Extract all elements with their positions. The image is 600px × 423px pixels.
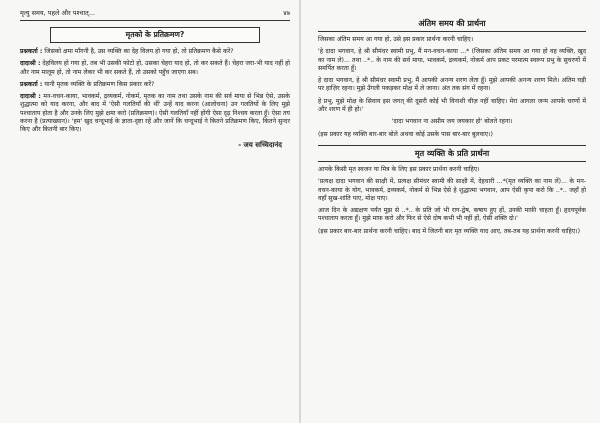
right-page <box>300 0 600 423</box>
speaker-label: प्रश्नकर्ता : <box>20 48 43 55</box>
paragraph: हे प्रभु, मुझे मोक्ष के सिवाय इस जगत् की दूसरी कोई भी विनाशी चीज़ नहीं चाहिए। मेरा आगला जन्म आपके चरणों में और शरण में ही हो।' <box>318 97 586 114</box>
dialogue-text: देहविलय हो गया हो, तब भी उसकी फोटो हो, उसका चेहरा याद हो, तो कर सकते हैं। चेहरा जरा-भी याद नहीं हो और नाम मालूम हो, तो नाम लेकर भी कर सकते हैं, तो उसको पहुँच जाएगा सब। <box>20 60 290 76</box>
dialogue-text: जिसको क्षमा माँगनी है, उस व्यक्ति का देह विलय हो गया हो, तो प्रतिक्रमण कैसे करें? <box>44 48 234 55</box>
prayer-heading-final-moments: अंतिम समय की प्रार्थना <box>318 18 586 32</box>
paragraph: (इस प्रकार बार-बार प्रार्थना करनी चाहिए। बाद में जितनी बार मृत व्यक्ति याद आए, तब-तब यह प्रार्थना करनी चाहिए।) <box>318 227 580 235</box>
speaker-label: दादाश्री : <box>20 60 41 68</box>
paragraph: 'हे दादा भगवान, हे श्री सीमंधर स्वामी प्रभु, मैं मन-वचन-काया ...* (जिसका अंतिम समय आ गया हो वह व्यक्ति, खुद का नाम ले)... तथा ..*.. के नाम की सर्व माया, भावकर्म, द्रव्यकर्म, नोकर्म आप प्रकट परमात्म स्वरूप प्रभु के सुचरणों में समर्पित करता हूँ। <box>318 48 586 72</box>
paragraph: आपके किसी मृत स्वजन या मित्र के लिए इस प्रकार प्रार्थना करनी चाहिए। <box>318 165 480 173</box>
page-number: ४७ <box>283 9 290 17</box>
signature: - जय सच्चिदानंद <box>238 140 282 149</box>
paragraph: (इस प्रकार यह व्यक्ति बार-बार बोले अथवा कोई उसके पास बार-बार बुलवाए।) <box>318 130 493 138</box>
running-head <box>20 6 290 21</box>
paragraph: आज दिन के अद्यक्षण पर्यंत मुझ से ..*.. के प्रति जो भी राग-द्वेष, कषाय हुए हों, उनकी माफ़ी चाहता हूँ। हृदयपूर्वक पश्चाताप करता हूँ। मुझे माफ़ करो और फिर से ऐसे दोष कभी भी नहीं हों, ऐसी शक्ति दो।' <box>318 207 586 223</box>
dialogue-paragraph <box>20 81 290 89</box>
dialogue-text: मन-वचन-काया, भावकर्म, द्रव्यकर्म, नोकर्म, मृतक का नाम तथा उसके नाम की सर्व माया से भिन्न ऐसे, उसके शुद्धात्मा को याद करना, और बाद में 'ऐसी गलतियाँ की थीं' उन्हें याद करना (आलोचना) उन गलतियों के लिए मुझे पश्चाताप होता है और उनके लिए मुझे क्षमा करो (प्रतिक्रमण)। ऐसी गलतियाँ नहीं होंगी ऐसा दृढ़ निश्चय करता हूँ। ऐसा तय करना है (प्रत्याख्यान)। 'हम' खुद चन्दूभाई के ज्ञाता-दृष्टा रहें और जानें कि चन्दूभाई ने कितने प्रतिक्रमण किए, कितने सुन्दर किए और कितनी बार किए। <box>20 93 291 134</box>
prayer-heading-deceased: मृत व्यक्ति के प्रति प्रार्थना <box>318 145 586 162</box>
section-heading: मृतको के प्रतिक्रमण? <box>50 27 260 43</box>
speaker-label: दादाश्री : <box>20 93 41 101</box>
dialogue-paragraph <box>20 93 290 134</box>
paragraph: 'प्रत्यक्ष दादा भगवान की साक्षी में, प्रत्यक्ष सीमंधर स्वामी की साक्षी में, देहधारी ...*(मृत व्यक्ति का नाम लें)... के मन-वचन-काया के योग, भावकर्म, द्रव्यकर्म, नोकर्म से भिन्न ऐसे हे शुद्धात्मा भगवान, आप ऐसी कृपा करो कि ..*.. जहाँ हो वहाँ सुख-शांति पाए, मोक्ष पाए। <box>318 178 586 202</box>
chant-line: 'दादा भगवान ना असीम जय जयकार हो' बोलते रहना। <box>391 118 513 126</box>
running-title: मृत्यु समय, पहले और पश्चात्... <box>20 9 95 17</box>
header-space <box>318 6 586 18</box>
paragraph: जिसका अंतिम समय आ गया हो, उसे इस प्रकार प्रार्थना करनी चाहिए। <box>318 36 474 43</box>
dialogue-text: यानी मृतक व्यक्ति के प्रतिक्रमण किस प्रकार करें? <box>44 80 155 88</box>
speaker-label: प्रश्नकर्ता : <box>20 80 43 88</box>
dialogue-paragraph <box>20 60 290 77</box>
dialogue-paragraph <box>20 48 290 56</box>
paragraph: हे दादा भगवान, हे श्री सीमंधर स्वामी प्रभु, मैं आपकी अनन्य शरण लेता हूँ। मुझे आपकी अनन्य शरण मिले। अंतिम घड़ी पर हाज़िर रहना। मुझे उँगली पकड़कर मोक्ष में ले जाना। अंत तक संग में रहना। <box>318 77 586 93</box>
